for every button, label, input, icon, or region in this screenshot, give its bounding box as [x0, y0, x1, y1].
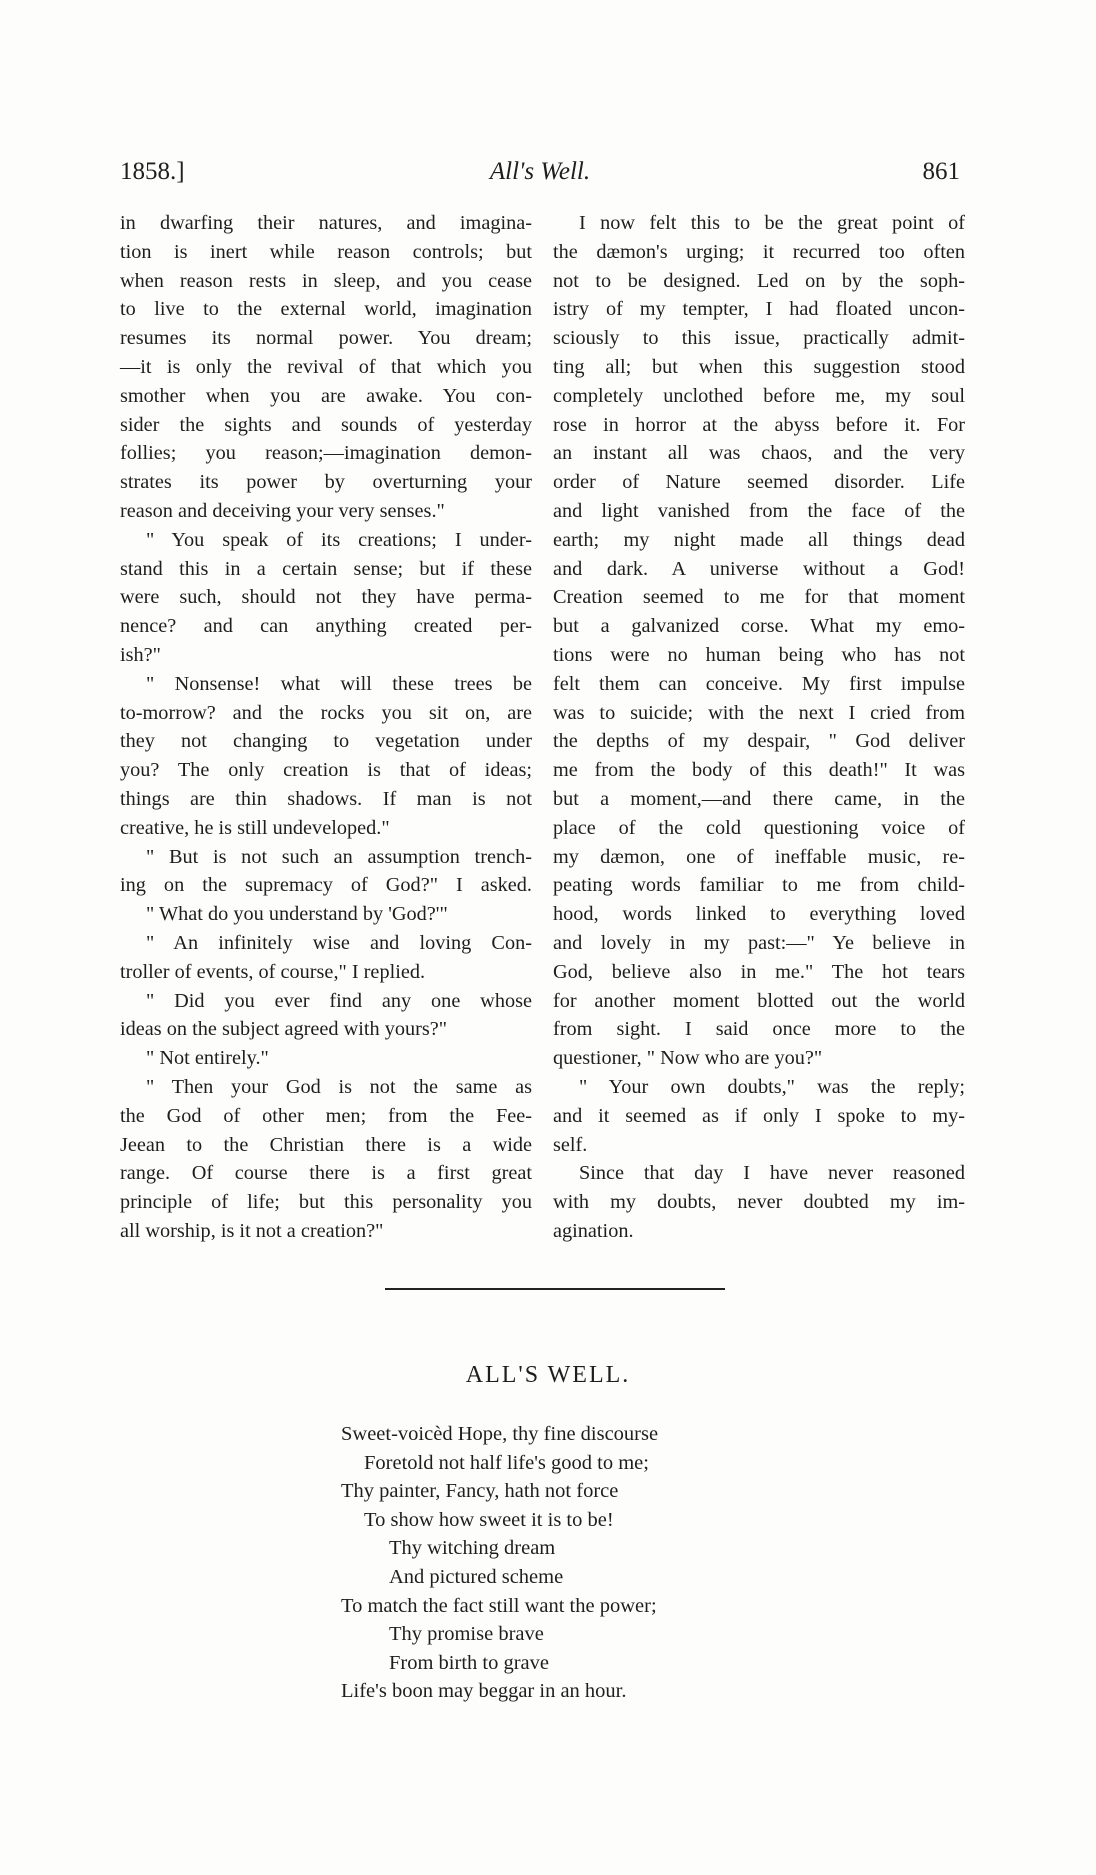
- text-line: from sight. I said once more to the: [553, 1018, 965, 1041]
- text-line: " Not entirely.": [146, 1047, 269, 1070]
- text-line: things are thin shadows. If man is not: [120, 787, 532, 810]
- text-line: istry of my tempter, I had floated uncon-: [553, 298, 965, 321]
- text-line: ting all; but when this suggestion stood: [553, 355, 965, 378]
- text-line: order of Nature seemed disorder. Life: [553, 471, 965, 494]
- text-line: to-morrow? and the rocks you sit on, are: [120, 701, 532, 724]
- text-line: Jeean to the Christian there is a wide: [120, 1133, 532, 1156]
- text-line: Since that day I have never reasoned: [579, 1162, 965, 1185]
- text-line: hood, words linked to everything loved: [553, 903, 965, 926]
- running-header: [120, 158, 960, 198]
- right-text-column: [553, 209, 965, 1246]
- text-line: and dark. A universe without a God!: [553, 557, 965, 580]
- text-line: an instant all was chaos, and the very: [553, 442, 965, 465]
- text-line: and lovely in my past:—" Ye believe in: [553, 931, 965, 954]
- text-line: they not changing to vegetation under: [120, 730, 532, 753]
- text-line: agination.: [553, 1219, 634, 1242]
- text-line: tions were no human being who has not: [553, 643, 965, 666]
- poem-line: Thy promise brave: [389, 1623, 544, 1646]
- text-line: and light vanished from the face of the: [553, 499, 965, 522]
- text-line: but a galvanized corse. What my emo-: [553, 615, 965, 638]
- text-line: with my doubts, never doubted my im-: [553, 1191, 965, 1214]
- page-number: 861: [922, 158, 960, 185]
- text-line: God, believe also in me." The hot tears: [553, 960, 965, 983]
- text-line: ish?": [120, 643, 161, 666]
- section-divider: [385, 1288, 725, 1290]
- text-line: and it seemed as if only I spoke to my-: [553, 1104, 965, 1127]
- poem-line: Thy witching dream: [389, 1537, 556, 1560]
- text-line: the God of other men; from the Fee-: [120, 1104, 532, 1127]
- text-line: principle of life; but this personality you: [120, 1191, 532, 1214]
- text-line: creative, he is still undeveloped.": [120, 816, 390, 839]
- poem-line: Foretold not half life's good to me;: [364, 1451, 649, 1474]
- text-line: ing on the supremacy of God?" I asked.: [120, 874, 532, 897]
- text-line: ideas on the subject agreed with yours?": [120, 1018, 448, 1041]
- poem-title: ALL'S WELL.: [465, 1362, 631, 1388]
- text-line: " But is not such an assumption trench-: [146, 845, 532, 868]
- text-line: for another moment blotted out the world: [553, 989, 965, 1012]
- poem-line: And pictured scheme: [389, 1565, 564, 1588]
- text-line: but a moment,—and there came, in the: [553, 787, 965, 810]
- text-line: place of the cold questioning voice of: [553, 816, 965, 839]
- text-line: " What do you understand by 'God?'": [146, 903, 448, 926]
- poem-line: Sweet-voicèd Hope, thy fine discourse: [341, 1423, 659, 1445]
- text-line: were such, should not they have perma-: [120, 586, 532, 609]
- text-line: resumes its normal power. You dream;: [120, 327, 532, 350]
- text-line: the depths of my despair, " God deliver: [553, 730, 965, 753]
- text-line: in dwarfing their natures, and imagina-: [120, 212, 532, 234]
- left-text-column: [120, 209, 532, 1246]
- text-line: " Then your God is not the same as: [146, 1075, 532, 1098]
- text-line: to live to the external world, imagination: [120, 298, 532, 321]
- text-line: my dæmon, one of ineffable music, re-: [553, 845, 965, 868]
- text-line: you? The only creation is that of ideas;: [120, 759, 532, 782]
- text-line: rose in horror at the abyss before it. For: [553, 413, 965, 436]
- text-line: Creation seemed to me for that moment: [553, 586, 965, 609]
- text-line: I now felt this to be the great point of: [579, 212, 965, 234]
- text-line: sider the sights and sounds of yesterday: [120, 413, 532, 436]
- text-line: felt them can conceive. My first impulse: [553, 672, 965, 695]
- poem-line: Thy painter, Fancy, hath not force: [341, 1480, 619, 1503]
- text-line: questioner, " Now who are you?": [553, 1047, 823, 1070]
- text-line: was to suicide; with the next I cried from: [553, 701, 965, 724]
- text-line: range. Of course there is a first great: [120, 1162, 532, 1185]
- text-line: " You speak of its creations; I under-: [146, 528, 532, 551]
- text-line: when reason rests in sleep, and you cease: [120, 269, 532, 292]
- poem-body: [341, 1420, 658, 1706]
- text-line: follies; you reason;—imagination demon-: [120, 442, 532, 465]
- text-line: strates its power by overturning your: [120, 471, 532, 494]
- text-line: all worship, is it not a creation?": [120, 1219, 384, 1242]
- text-line: " Your own doubts," was the reply;: [579, 1075, 965, 1098]
- text-line: me from the body of this death!" It was: [553, 759, 965, 782]
- text-line: the dæmon's urging; it recurred too often: [553, 240, 965, 263]
- text-line: " Did you ever find any one whose: [146, 989, 532, 1012]
- header-running-title: All's Well.: [489, 158, 591, 185]
- text-line: completely unclothed before me, my soul: [553, 384, 965, 407]
- text-line: peating words familiar to me from child-: [553, 874, 965, 897]
- text-line: self.: [553, 1133, 588, 1156]
- poem-line: From birth to grave: [389, 1651, 549, 1674]
- text-line: not to be designed. Led on by the soph-: [553, 269, 965, 292]
- text-line: tion is inert while reason controls; but: [120, 240, 532, 263]
- text-line: stand this in a certain sense; but if these: [120, 557, 532, 580]
- text-line: " An infinitely wise and loving Con-: [146, 931, 532, 954]
- text-line: troller of events, of course," I replied.: [120, 960, 426, 983]
- header-year: 1858.]: [120, 158, 185, 185]
- poem-line: Life's boon may beggar in an hour.: [341, 1680, 627, 1703]
- text-line: nence? and can anything created per-: [120, 615, 532, 638]
- text-line: " Nonsense! what will these trees be: [146, 672, 532, 695]
- text-line: —it is only the revival of that which you: [120, 355, 532, 378]
- text-line: smother when you are awake. You con-: [120, 384, 532, 407]
- text-line: earth; my night made all things dead: [553, 528, 965, 551]
- text-line: sciously to this issue, practically admit-: [553, 327, 965, 350]
- poem-line: To match the fact still want the power;: [341, 1594, 657, 1617]
- poem-line: To show how sweet it is to be!: [364, 1508, 614, 1531]
- text-line: reason and deceiving your very senses.": [120, 499, 445, 522]
